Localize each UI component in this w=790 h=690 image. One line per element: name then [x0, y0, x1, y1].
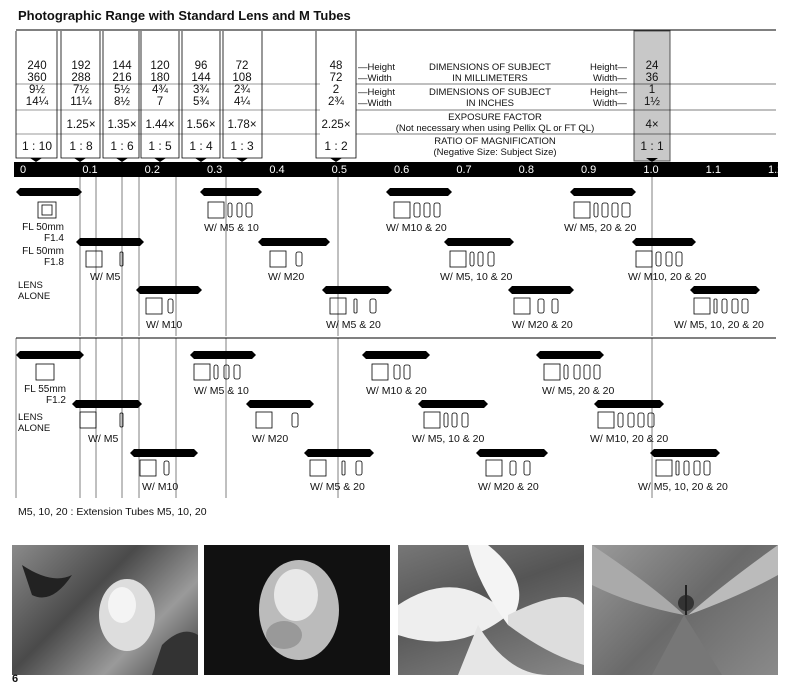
exposure-factor: 1.44×	[145, 119, 175, 131]
subject-width-in: 5¾	[193, 96, 209, 108]
row-label-height-r: Height—	[590, 62, 627, 73]
exposure-factor: 1.78×	[227, 119, 257, 131]
subject-height-in: 7½	[73, 84, 89, 96]
footnote: M5, 10, 20 : Extension Tubes M5, 10, 20	[18, 506, 207, 518]
scale-tick-label: 1.0	[643, 164, 659, 176]
row-label-width-in-r: Width—	[593, 98, 627, 109]
exposure-factor: 2.25×	[321, 119, 351, 131]
caption: W/ M10, 20 & 20	[590, 433, 669, 445]
magnification-ratio: 1 : 1	[640, 139, 664, 153]
caption: W/ M5 & 10	[204, 222, 259, 234]
caption: W/ M10, 20 & 20	[628, 271, 707, 283]
exposure-factor: 1.35×	[107, 119, 137, 131]
caption: W/ M5, 10, 20 & 20	[674, 319, 764, 331]
scale-tick-label: 0.6	[394, 164, 410, 176]
subject-height-in: 4¾	[152, 84, 168, 96]
subject-width-mm: 288	[71, 72, 91, 84]
caption: W/ M5, 10 & 20	[440, 271, 513, 283]
lens3-label: FL 55mm F1.2	[24, 384, 66, 406]
magnification-ratio: 1 : 4	[189, 139, 213, 153]
dim-in-sub: IN INCHES	[465, 98, 515, 109]
subject-width-in: 11¼	[70, 96, 92, 108]
dim-mm-sub: IN MILLIMETERS	[452, 73, 528, 84]
subject-width-in: 2¾	[328, 96, 344, 108]
magnification-ratio: 1 : 10	[21, 139, 53, 153]
scale-tick-label: 0.9	[581, 164, 597, 176]
exposure-factor: 1.56×	[186, 119, 216, 131]
row-label-width-in: —Width	[358, 98, 392, 109]
subject-width-mm: 180	[150, 72, 170, 84]
subject-height-in: 5½	[114, 84, 130, 96]
caption: W/ M5, 20 & 20	[564, 222, 637, 234]
exposure-factor: 4×	[645, 119, 659, 131]
magnification-ratio: 1 : 2	[324, 139, 348, 153]
caption: W/ M5 & 20	[310, 481, 365, 493]
caption: W/ M10 & 20	[386, 222, 447, 234]
photo-2	[204, 545, 390, 675]
subject-width-mm: 72	[329, 72, 343, 84]
caption: W/ M5	[90, 271, 121, 283]
scale-tick-label: 0.1	[82, 164, 98, 176]
caption: W/ M20 & 20	[512, 319, 573, 331]
caption: W/ M5, 10 & 20	[412, 433, 485, 445]
row-label-width: —Width	[358, 73, 392, 84]
exposure-sub: (Not necessary when using Pellix QL or FT QL)	[395, 123, 595, 134]
magnification-ratio: 1 : 8	[69, 139, 93, 153]
page-number: 6	[12, 673, 19, 685]
lens1-label: FL 50mm F1.4	[22, 222, 64, 244]
row-label-width-r: Width—	[593, 73, 627, 84]
scale-tick-label: 0.5	[331, 164, 347, 176]
lens2-label: FL 50mm F1.8	[22, 246, 64, 268]
caption: W/ M5, 10, 20 & 20	[638, 481, 728, 493]
caption: W/ M20	[252, 433, 289, 445]
subject-height-in: 2	[332, 84, 340, 96]
photo-4	[592, 545, 778, 675]
exposure-title: EXPOSURE FACTOR	[448, 112, 542, 123]
subject-height-in: 2¾	[234, 84, 250, 96]
caption: W/ M5 & 10	[194, 385, 249, 397]
caption: W/ M20	[268, 271, 305, 283]
caption: W/ M10	[142, 481, 179, 493]
subject-width-mm: 360	[27, 72, 47, 84]
subject-height-mm: 72	[235, 60, 249, 72]
subject-width-in: 7	[156, 96, 164, 108]
dim-mm-title: DIMENSIONS OF SUBJECT	[429, 62, 551, 73]
lens-alone-label-1: LENS ALONE	[18, 280, 51, 302]
subject-height-mm: 120	[150, 60, 170, 72]
subject-height-mm: 24	[645, 60, 659, 72]
scale-tick-label: 0.7	[456, 164, 472, 176]
subject-height-mm: 48	[329, 60, 343, 72]
magnification-ratio: 1 : 6	[110, 139, 134, 153]
scale-tick-label: 1.1	[705, 164, 721, 176]
subject-height-mm: 144	[112, 60, 132, 72]
row-label-height-in-r: Height—	[590, 87, 627, 98]
scale-tick-label: 0.3	[207, 164, 223, 176]
ratio-title: RATIO OF MAGNIFICATION	[434, 136, 556, 147]
row-label-height-in: —Height	[358, 87, 395, 98]
subject-height-in: 1	[648, 84, 656, 96]
scale-tick-label: 1.2	[768, 164, 784, 176]
exposure-factor: 1.25×	[66, 119, 96, 131]
ratio-sub: (Negative Size: Subject Size)	[433, 147, 557, 158]
caption: W/ M5 & 20	[326, 319, 381, 331]
row-label-height: —Height	[358, 62, 395, 73]
subject-height-mm: 192	[71, 60, 91, 72]
caption: W/ M10	[146, 319, 183, 331]
subject-width-mm: 108	[232, 72, 252, 84]
caption: W/ M20 & 20	[478, 481, 539, 493]
photo-1	[12, 545, 198, 675]
subject-height-in: 9½	[29, 84, 45, 96]
subject-width-mm: 216	[112, 72, 132, 84]
subject-height-mm: 240	[27, 60, 47, 72]
scale-tick-label: 0.4	[269, 164, 285, 176]
subject-height-mm: 96	[194, 60, 208, 72]
subject-width-mm: 36	[645, 72, 659, 84]
subject-width-in: 8½	[114, 96, 130, 108]
lens-alone-label-2: LENS ALONE	[18, 412, 51, 434]
caption: W/ M5	[88, 433, 119, 445]
dim-in-title: DIMENSIONS OF SUBJECT	[429, 87, 551, 98]
magnification-ratio: 1 : 3	[230, 139, 254, 153]
subject-height-in: 3¾	[193, 84, 209, 96]
subject-width-in: 1½	[644, 96, 660, 108]
subject-width-in: 14¼	[25, 96, 49, 108]
subject-width-in: 4¼	[234, 96, 250, 108]
magnification-ratio: 1 : 5	[148, 139, 172, 153]
subject-width-mm: 144	[191, 72, 211, 84]
photo-3	[398, 545, 584, 675]
scale-tick-label: 0	[20, 164, 27, 176]
page-title: Photographic Range with Standard Lens and M Tubes	[18, 8, 351, 23]
caption: W/ M5, 20 & 20	[542, 385, 615, 397]
scale-tick-label: 0.8	[518, 164, 534, 176]
caption: W/ M10 & 20	[366, 385, 427, 397]
scale-tick-label: 0.2	[144, 164, 160, 176]
